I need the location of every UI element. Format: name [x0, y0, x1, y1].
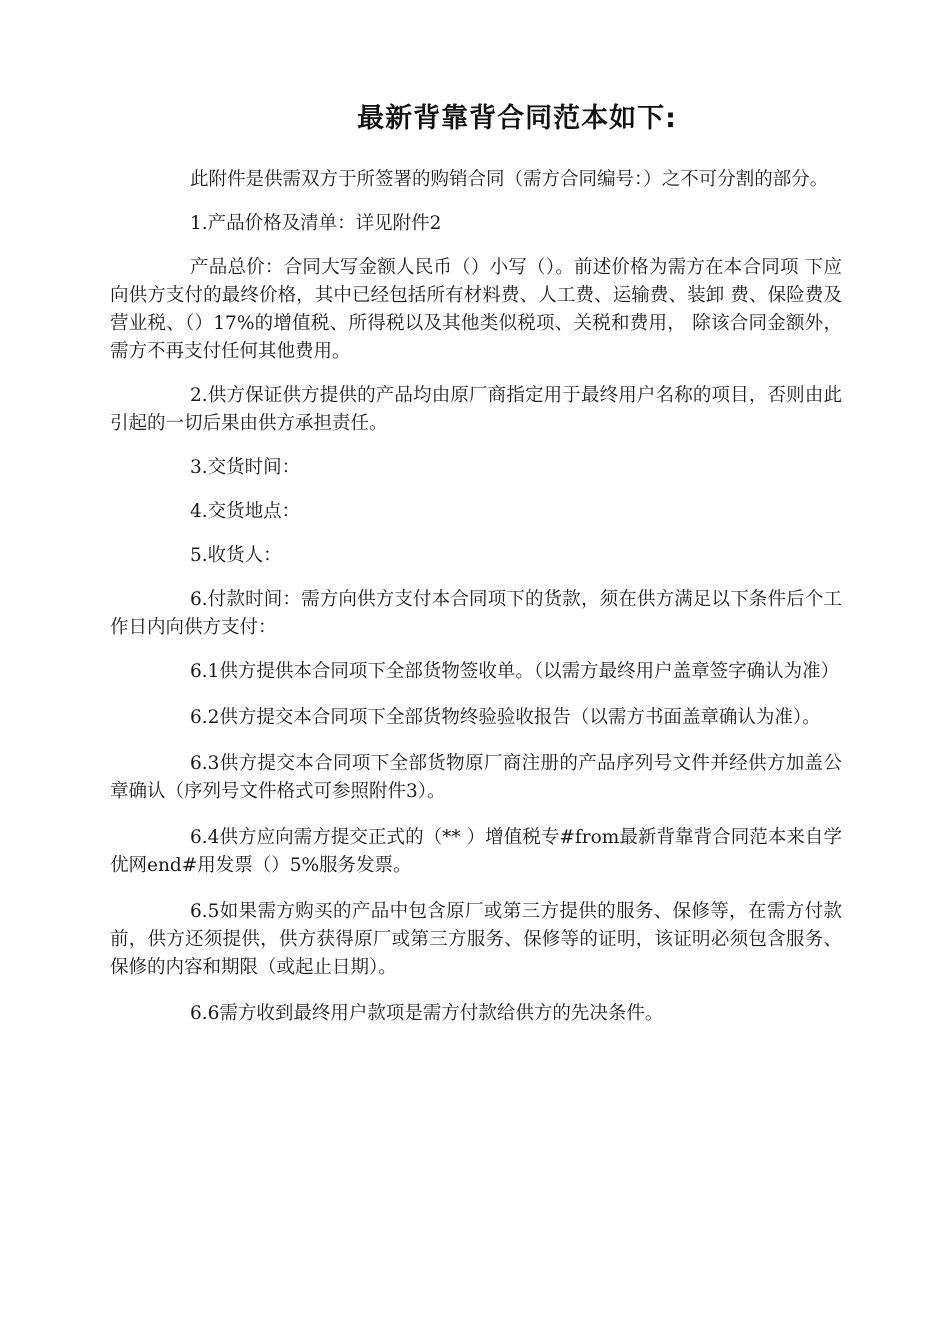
- paragraph-clause-6-4: 6.4供方应向需方提交正式的（** ）增值税专#from最新背靠背合同范本来自学优网end#用发票（）5%服务发票。: [110, 827, 842, 876]
- paragraph-clause-6-3: 6.3供方提交本合同项下全部货物原厂商注册的产品序列号文件并经供方加盖公章确认（序列号文件格式可参照附件3）。: [110, 753, 842, 802]
- paragraph-consignee: 5.收货人：: [190, 545, 282, 566]
- paragraph-total-price: 产品总价：合同大写金额人民币（）小写（）。前述价格为需方在本合同项 下应向供方支付的最终价格，其中已经包括所有材料费、人工费、运输费、装卸 费、保险费及营业税、（）17%的增值税、所得税以及其他类似税项、关税和费用， 除该合同金额外，需方不再支付任何其他费用。: [110, 257, 842, 362]
- document-body: [110, 166, 842, 1044]
- paragraph-delivery-time: 3.交货时间：: [190, 457, 301, 478]
- paragraph-delivery-place: 4.交货地点：: [190, 501, 301, 522]
- document-title: 最新背靠背合同范本如下:: [357, 103, 677, 134]
- paragraph-clause-6-1: 6.1供方提供本合同项下全部货物签收单。（以需方最终用户盖章签字确认为准）: [190, 661, 840, 682]
- paragraph-product-price-list: 1.产品价格及清单：详见附件2: [190, 213, 442, 234]
- paragraph-clause-6-2: 6.2供方提交本合同项下全部货物终验验收报告（以需方书面盖章确认为准）。: [190, 707, 821, 728]
- paragraph-intro: 此附件是供需双方于所签署的购销合同（需方合同编号：）之不可分割的部分。: [190, 169, 829, 190]
- paragraph-clause-6-5: 6.5如果需方购买的产品中包含原厂或第三方提供的服务、保修等，在需方付款前，供方还须提供，供方获得原厂或第三方服务、保修等的证明，该证明必须包含服务、保修的内容和期限（或起止日期）。: [110, 901, 842, 978]
- paragraph-payment-time: 6.付款时间：需方向供方支付本合同项下的货款，须在供方满足以下条件后个工作日内向供方支付：: [110, 589, 842, 638]
- paragraph-supplier-guarantee: 2.供方保证供方提供的产品均由原厂商指定用于最终用户名称的项目，否则由此引起的一切后果由供方承担责任。: [110, 385, 842, 434]
- paragraph-clause-6-6: 6.6需方收到最终用户款项是需方付款给供方的先决条件。: [190, 1003, 664, 1024]
